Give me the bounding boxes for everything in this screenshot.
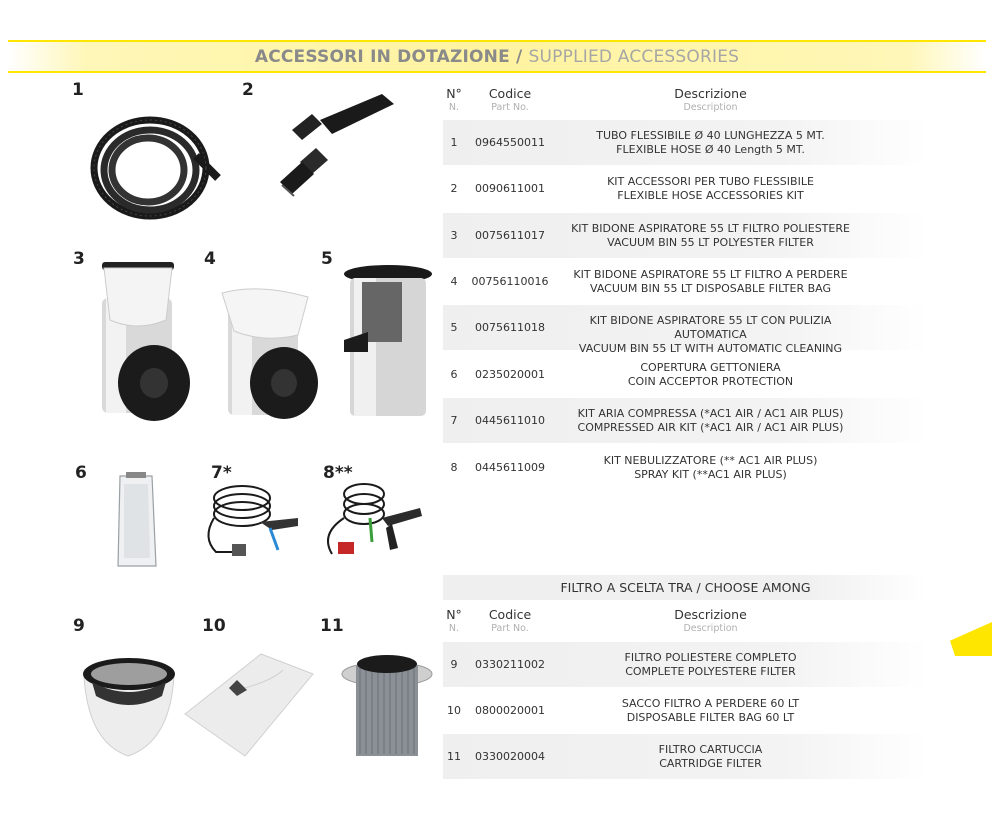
row-description <box>558 268 863 296</box>
description-english: VACUUM BIN 55 LT POLYESTER FILTER <box>607 236 814 249</box>
description-italian: KIT BIDONE ASPIRATORE 55 LT CON PULIZIA AUTOMATICA <box>589 314 832 341</box>
row-number: 10 <box>447 704 461 717</box>
description-english: CARTRIDGE FILTER <box>659 757 762 770</box>
filter-header-code-sub: Part No. <box>491 623 529 634</box>
photo-label-4: 4 <box>204 249 216 269</box>
row-code: 0075611018 <box>475 321 545 334</box>
photo-label-11: 11 <box>320 616 344 636</box>
row-description <box>558 314 863 356</box>
page-edge-tab <box>950 622 992 656</box>
table-row <box>443 305 928 355</box>
row-code: 0964550011 <box>475 136 545 149</box>
row-number: 8 <box>450 461 458 474</box>
filter-table-row <box>443 734 928 779</box>
row-code: 0445611009 <box>475 461 545 474</box>
row-description <box>558 129 863 157</box>
table-row <box>443 120 928 165</box>
filter-header-number <box>443 607 465 634</box>
row-number: 4 <box>450 275 458 288</box>
filter-header-code-label: Codice <box>488 607 532 622</box>
description-english: VACUUM BIN 55 LT WITH AUTOMATIC CLEANING <box>578 342 843 355</box>
coin-acceptor-protection-image <box>112 470 160 570</box>
title-english: SUPPLIED ACCESSORIES <box>528 46 740 67</box>
description-italian: KIT NEBULIZZATORE (** AC1 AIR PLUS) <box>603 454 818 467</box>
filter-table-row <box>443 642 928 687</box>
row-description <box>558 407 863 435</box>
table-row <box>443 213 928 258</box>
photo-label-3: 3 <box>73 249 85 269</box>
filter-header-description-sub: Description <box>683 623 738 634</box>
title-italian: ACCESSORI IN DOTAZIONE / <box>254 46 529 67</box>
description-italian: COPERTURA GETTONIERA <box>640 361 781 374</box>
hose-accessories-image <box>272 90 397 202</box>
photo-label-8: 8** <box>323 463 353 483</box>
description-italian: KIT ARIA COMPRESSA (*AC1 AIR / AC1 AIR PLUS) <box>577 407 844 420</box>
row-description <box>558 743 863 771</box>
header-code <box>465 86 555 113</box>
row-number: 6 <box>450 368 458 381</box>
row-description <box>558 175 863 203</box>
table-row <box>443 398 928 443</box>
row-code: 0330020004 <box>475 750 545 763</box>
filter-header-number-sub: N. <box>448 623 460 634</box>
description-italian: SACCO FILTRO A PERDERE 60 LT <box>621 697 800 710</box>
description-english: COMPLETE POLYESTERE FILTER <box>625 665 796 678</box>
header-number-label: N° <box>446 86 462 101</box>
vacuum-bin-polyester-image <box>92 258 192 423</box>
compressed-air-kit-image <box>198 478 304 568</box>
description-italian: FILTRO CARTUCCIA <box>658 743 763 756</box>
filter-header-description <box>558 607 863 634</box>
table-row <box>443 259 928 304</box>
photo-label-6: 6 <box>75 463 87 483</box>
row-number: 11 <box>447 750 461 763</box>
disposable-filter-bag-image <box>183 650 315 760</box>
table-row <box>443 445 928 490</box>
filter-header-number-label: N° <box>446 607 462 622</box>
header-code-sub: Part No. <box>491 102 529 113</box>
row-code: 0235020001 <box>475 368 545 381</box>
header-description-label: Descrizione <box>674 86 747 101</box>
cartridge-filter-image <box>340 648 434 760</box>
description-english: VACUUM BIN 55 LT DISPOSABLE FILTER BAG <box>590 282 831 295</box>
table-row <box>443 166 928 211</box>
row-number: 7 <box>450 414 458 427</box>
row-description <box>558 361 863 389</box>
filter-header-code <box>465 607 555 634</box>
row-number: 2 <box>450 182 458 195</box>
vacuum-bin-disposable-image <box>218 285 318 423</box>
description-italian: KIT BIDONE ASPIRATORE 55 LT FILTRO POLIESTERE <box>571 222 850 235</box>
hose-image <box>88 108 223 223</box>
row-description <box>558 651 863 679</box>
row-description <box>558 697 863 725</box>
filter-section-title: FILTRO A SCELTA TRA / CHOOSE AMONG <box>443 575 928 600</box>
description-english: COMPRESSED AIR KIT (*AC1 AIR / AC1 AIR PLUS) <box>577 421 844 434</box>
description-italian: KIT ACCESSORI PER TUBO FLESSIBILE <box>607 175 814 188</box>
photo-label-7: 7* <box>211 463 232 483</box>
header-code-label: Codice <box>488 86 532 101</box>
photo-label-2: 2 <box>242 80 254 100</box>
filter-table-row <box>443 688 928 733</box>
description-italian: TUBO FLESSIBILE Ø 40 LUNGHEZZA 5 MT. <box>596 129 825 142</box>
spray-kit-image <box>318 478 424 568</box>
header-description <box>558 86 863 113</box>
row-number: 5 <box>450 321 458 334</box>
description-italian: KIT BIDONE ASPIRATORE 55 LT FILTRO A PERDERE <box>573 268 848 281</box>
row-number: 9 <box>450 658 458 671</box>
description-english: SPRAY KIT (**AC1 AIR PLUS) <box>634 468 787 481</box>
row-number: 1 <box>450 136 458 149</box>
photo-label-5: 5 <box>321 249 333 269</box>
polyester-filter-image <box>78 652 180 760</box>
description-english: DISPOSABLE FILTER BAG 60 LT <box>626 711 795 724</box>
description-english: FLEXIBLE HOSE ACCESSORIES KIT <box>617 189 804 202</box>
vacuum-bin-automatic-image <box>340 262 436 420</box>
row-description <box>558 222 863 250</box>
row-description <box>558 454 863 482</box>
row-code: 0800020001 <box>475 704 545 717</box>
table-row <box>443 352 928 397</box>
page-title <box>255 47 739 67</box>
description-italian: FILTRO POLIESTERE COMPLETO <box>624 651 797 664</box>
filter-header-description-label: Descrizione <box>674 607 747 622</box>
row-number: 3 <box>450 229 458 242</box>
row-code: 0330211002 <box>475 658 545 671</box>
header-description-sub: Description <box>683 102 738 113</box>
header-number <box>443 86 465 113</box>
photo-label-1: 1 <box>72 80 84 100</box>
photo-label-9: 9 <box>73 616 85 636</box>
row-code: 0075611017 <box>475 229 545 242</box>
photo-label-10: 10 <box>202 616 226 636</box>
description-english: COIN ACCEPTOR PROTECTION <box>627 375 794 388</box>
row-code: 0445611010 <box>475 414 545 427</box>
description-english: FLEXIBLE HOSE Ø 40 Length 5 MT. <box>616 143 805 156</box>
row-code: 00756110016 <box>471 275 549 288</box>
row-code: 0090611001 <box>475 182 545 195</box>
title-banner <box>8 40 986 73</box>
header-number-sub: N. <box>448 102 460 113</box>
